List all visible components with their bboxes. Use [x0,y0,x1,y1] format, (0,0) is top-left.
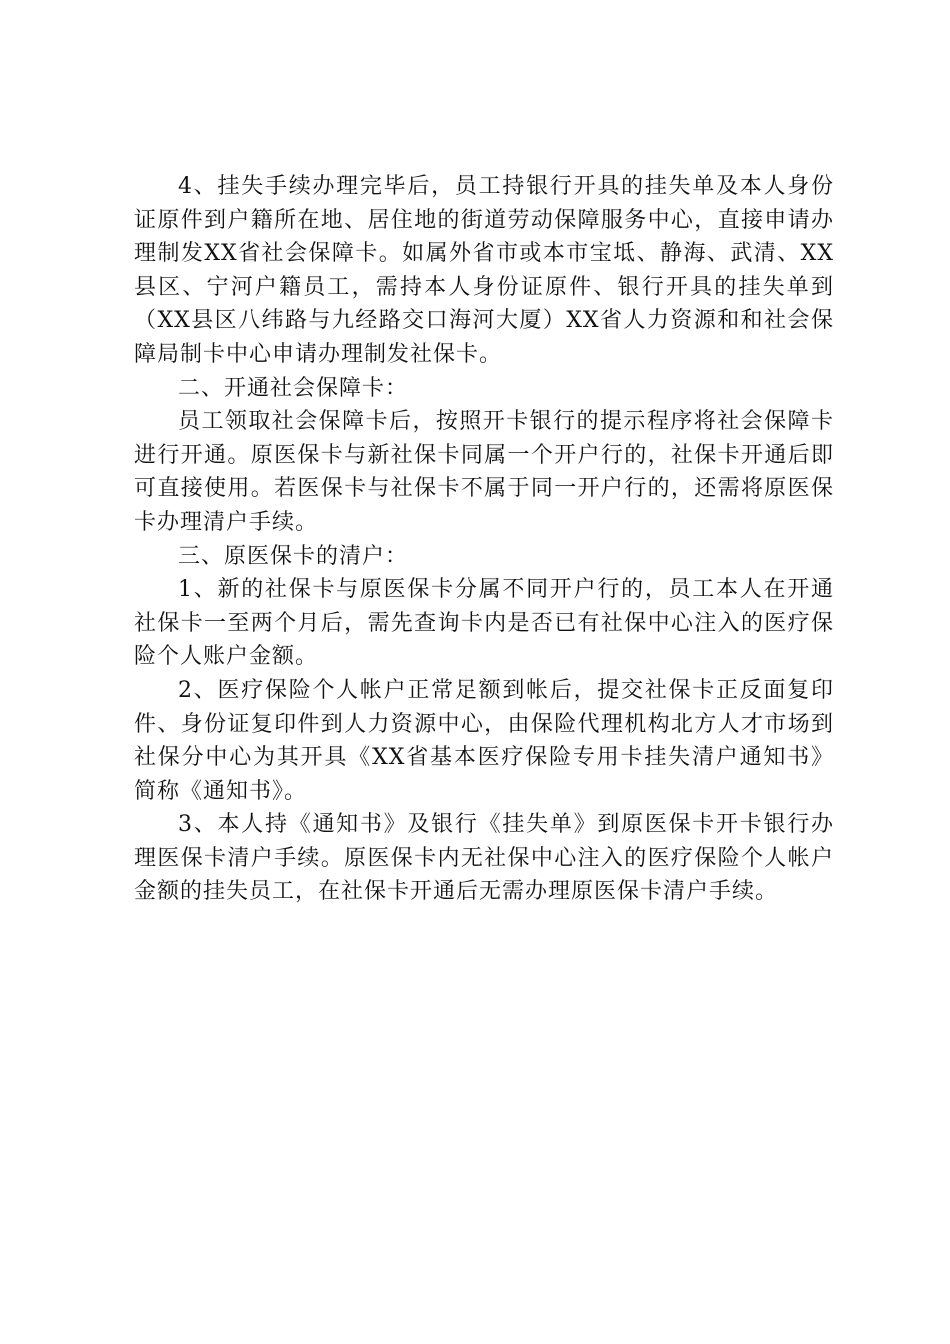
paragraph-submit-copies: 2、医疗保险个人帐户正常足额到帐后，提交社保卡正反面复印件、身份证复印件到人力资源中心，由保险代理机构北方人才市场到社保分中心为其开具《XX省基本医疗保险专用卡挂失清户通知书》简称《通知书》。 [134,677,834,804]
paragraph-replacement-application: 4、挂失手续办理完毕后，员工持银行开具的挂失单及本人身份证原件到户籍所在地、居住地的街道劳动保障服务中心，直接申请办理制发XX省社会保障卡。如属外省市或本市宝坻、静海、武清、XX县区、宁河户籍员工，需持本人身份证原件、银行开具的挂失单到（XX县区八纬路与九经路交口海河大厦）XX省人力资源和和社会保障局制卡中心申请办理制发社保卡。 [134,174,834,367]
paragraph-activate-card: 员工领取社会保障卡后，按照开卡银行的提示程序将社会保障卡进行开通。原医保卡与新社保卡同属一个开户行的，社保卡开通后即可直接使用。若医保卡与社保卡不属于同一开户行的，还需将原医保卡办理清户手续。 [134,409,834,535]
heading-activate-card: 二、开通社会保障卡： [178,375,409,401]
paragraph-close-account: 3、本人持《通知书》及银行《挂失单》到原医保卡开卡银行办理医保卡清户手续。原医保卡内无社保中心注入的医疗保险个人帐户金额的挂失员工，在社保卡开通后无需办理原医保卡清户手续。 [134,812,834,905]
heading-close-old-card: 三、原医保卡的清户： [178,543,409,569]
paragraph-check-balance: 1、新的社保卡与原医保卡分属不同开户行的，员工本人在开通社保卡一至两个月后，需先查询卡内是否已有社保中心注入的医疗保险个人账户金额。 [134,577,834,670]
document-body [134,170,834,909]
